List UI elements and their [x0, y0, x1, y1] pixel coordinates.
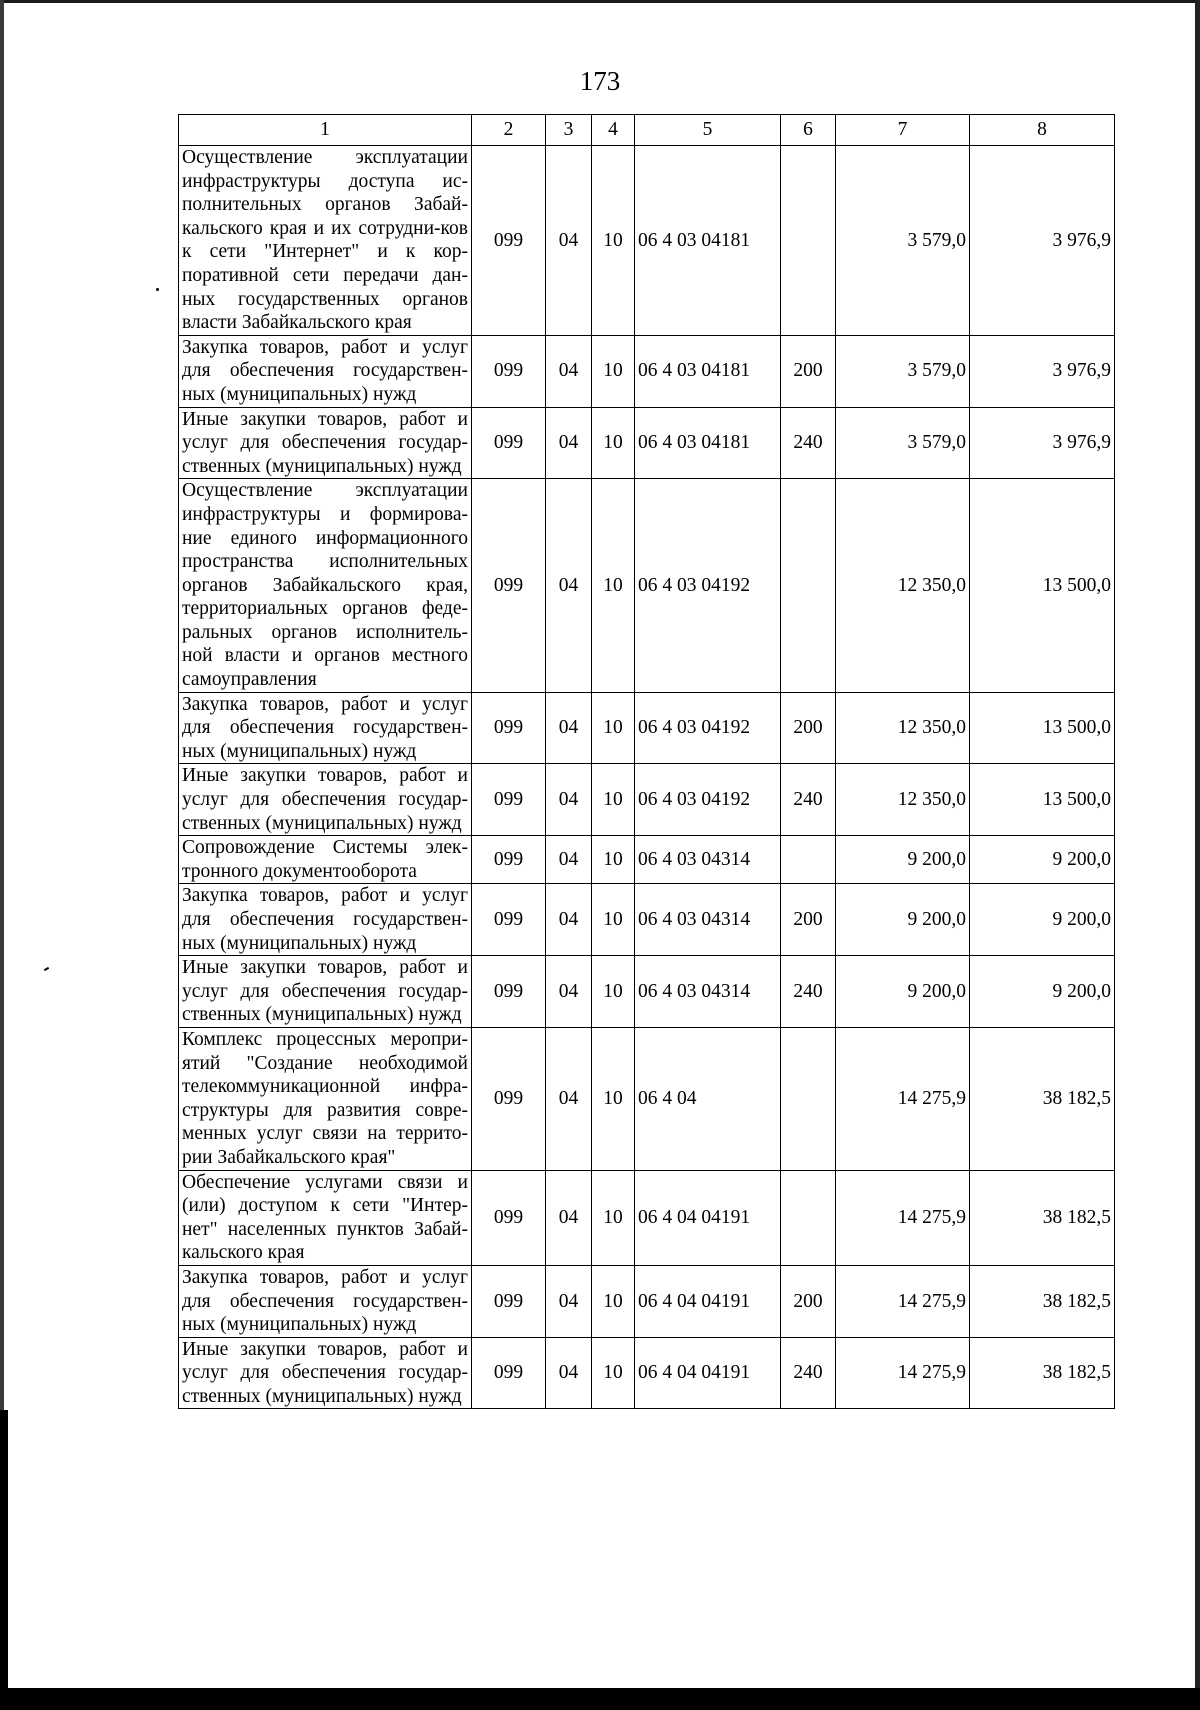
table-row [179, 146, 1115, 336]
target-article-cell: 06 4 04 [635, 1027, 781, 1170]
table-row [179, 836, 1115, 884]
subsection-code-cell: 10 [592, 1265, 635, 1337]
column-header: 8 [970, 115, 1115, 146]
target-article-cell: 06 4 03 04192 [635, 479, 781, 692]
page-number: 173 [579, 66, 621, 96]
table-row [179, 956, 1115, 1028]
target-article-cell: 06 4 03 04181 [635, 407, 781, 479]
target-article-cell: 06 4 03 04181 [635, 146, 781, 336]
item-name-cell: Комплекс процессных меропри-ятий "Создание необходимой телекоммуникационной инфра-структуры для развития совре-менных услуг связи на террито-рии Забайкальского края" [179, 1027, 472, 1170]
subsection-code-cell: 10 [592, 335, 635, 407]
expense-type-cell: 200 [781, 884, 836, 956]
section-code-cell: 04 [546, 1265, 592, 1337]
section-code-cell: 04 [546, 884, 592, 956]
expense-type-cell: 240 [781, 956, 836, 1028]
subsection-code-cell: 10 [592, 146, 635, 336]
table-row [179, 335, 1115, 407]
subsection-code-cell: 10 [592, 764, 635, 836]
expense-type-cell: 240 [781, 407, 836, 479]
subsection-code-cell: 10 [592, 956, 635, 1028]
table-row [179, 407, 1115, 479]
budget-table [178, 114, 1115, 1409]
expense-type-cell [781, 1027, 836, 1170]
amount-col8-cell: 38 182,5 [970, 1170, 1115, 1265]
amount-col7-cell: 3 579,0 [836, 335, 970, 407]
scan-edge-right [1195, 0, 1200, 1710]
admin-code-cell: 099 [472, 146, 546, 336]
item-name-cell: Закупка товаров, работ и услуг для обеспечения государствен-ных (муниципальных) нужд [179, 1265, 472, 1337]
amount-col8-cell: 13 500,0 [970, 692, 1115, 764]
scan-speck [44, 967, 49, 971]
table-row [179, 884, 1115, 956]
section-code-cell: 04 [546, 692, 592, 764]
expense-type-cell: 240 [781, 764, 836, 836]
expense-type-cell: 200 [781, 1265, 836, 1337]
column-header: 1 [179, 115, 472, 146]
item-name-cell: Сопровождение Системы элек-тронного документооборота [179, 836, 472, 884]
item-name-cell: Иные закупки товаров, работ и услуг для обеспечения государ-ственных (муниципальных) нужд [179, 956, 472, 1028]
table-row [179, 692, 1115, 764]
table-row [179, 1027, 1115, 1170]
column-header: 4 [592, 115, 635, 146]
subsection-code-cell: 10 [592, 884, 635, 956]
expense-type-cell: 200 [781, 692, 836, 764]
target-article-cell: 06 4 03 04192 [635, 764, 781, 836]
amount-col7-cell: 12 350,0 [836, 692, 970, 764]
section-code-cell: 04 [546, 836, 592, 884]
table-row [179, 764, 1115, 836]
section-code-cell: 04 [546, 407, 592, 479]
item-name-cell: Закупка товаров, работ и услуг для обеспечения государствен-ных (муниципальных) нужд [179, 692, 472, 764]
column-header: 6 [781, 115, 836, 146]
expense-type-cell: 240 [781, 1337, 836, 1409]
admin-code-cell: 099 [472, 836, 546, 884]
item-name-cell: Закупка товаров, работ и услуг для обеспечения государствен-ных (муниципальных) нужд [179, 335, 472, 407]
table-header-row [179, 115, 1115, 146]
admin-code-cell: 099 [472, 1265, 546, 1337]
target-article-cell: 06 4 04 04191 [635, 1265, 781, 1337]
column-header: 5 [635, 115, 781, 146]
target-article-cell: 06 4 03 04181 [635, 335, 781, 407]
amount-col8-cell: 38 182,5 [970, 1027, 1115, 1170]
subsection-code-cell: 10 [592, 407, 635, 479]
admin-code-cell: 099 [472, 764, 546, 836]
admin-code-cell: 099 [472, 692, 546, 764]
expense-type-cell [781, 146, 836, 336]
item-name-cell: Осуществление эксплуатации инфраструктуры и формирова-ние единого информационного пространства исполнительных органов Забайкальского края, территориальных органов феде-ральных органов исполнитель-ной власти и органов местного самоуправления [179, 479, 472, 692]
expense-type-cell [781, 836, 836, 884]
scan-edge-top [0, 0, 1200, 3]
admin-code-cell: 099 [472, 956, 546, 1028]
section-code-cell: 04 [546, 146, 592, 336]
amount-col7-cell: 14 275,9 [836, 1027, 970, 1170]
section-code-cell: 04 [546, 335, 592, 407]
item-name-cell: Иные закупки товаров, работ и услуг для обеспечения государ-ственных (муниципальных) нужд [179, 764, 472, 836]
admin-code-cell: 099 [472, 335, 546, 407]
amount-col8-cell: 38 182,5 [970, 1265, 1115, 1337]
subsection-code-cell: 10 [592, 1337, 635, 1409]
admin-code-cell: 099 [472, 884, 546, 956]
item-name-cell: Обеспечение услугами связи и (или) доступом к сети "Интер-нет" населенных пунктов Забай-кальского края [179, 1170, 472, 1265]
item-name-cell: Иные закупки товаров, работ и услуг для обеспечения государ-ственных (муниципальных) нужд [179, 1337, 472, 1409]
amount-col8-cell: 13 500,0 [970, 479, 1115, 692]
admin-code-cell: 099 [472, 1027, 546, 1170]
section-code-cell: 04 [546, 764, 592, 836]
target-article-cell: 06 4 03 04314 [635, 884, 781, 956]
amount-col7-cell: 3 579,0 [836, 407, 970, 479]
admin-code-cell: 099 [472, 407, 546, 479]
target-article-cell: 06 4 04 04191 [635, 1337, 781, 1409]
section-code-cell: 04 [546, 479, 592, 692]
subsection-code-cell: 10 [592, 1170, 635, 1265]
expense-type-cell [781, 1170, 836, 1265]
table-row [179, 479, 1115, 692]
table-row [179, 1337, 1115, 1409]
amount-col7-cell: 9 200,0 [836, 884, 970, 956]
section-code-cell: 04 [546, 1170, 592, 1265]
amount-col8-cell: 3 976,9 [970, 146, 1115, 336]
amount-col7-cell: 14 275,9 [836, 1337, 970, 1409]
column-header: 3 [546, 115, 592, 146]
admin-code-cell: 099 [472, 479, 546, 692]
amount-col7-cell: 14 275,9 [836, 1265, 970, 1337]
item-name-cell: Иные закупки товаров, работ и услуг для обеспечения государ-ственных (муниципальных) нужд [179, 407, 472, 479]
subsection-code-cell: 10 [592, 692, 635, 764]
column-header: 2 [472, 115, 546, 146]
amount-col8-cell: 38 182,5 [970, 1337, 1115, 1409]
scan-speck [156, 288, 159, 291]
target-article-cell: 06 4 03 04314 [635, 956, 781, 1028]
section-code-cell: 04 [546, 1027, 592, 1170]
subsection-code-cell: 10 [592, 1027, 635, 1170]
subsection-code-cell: 10 [592, 836, 635, 884]
amount-col7-cell: 12 350,0 [836, 764, 970, 836]
section-code-cell: 04 [546, 956, 592, 1028]
amount-col7-cell: 12 350,0 [836, 479, 970, 692]
amount-col7-cell: 9 200,0 [836, 956, 970, 1028]
amount-col8-cell: 3 976,9 [970, 335, 1115, 407]
column-header: 7 [836, 115, 970, 146]
item-name-cell: Закупка товаров, работ и услуг для обеспечения государствен-ных (муниципальных) нужд [179, 884, 472, 956]
scan-edge-left-bar [0, 1410, 8, 1690]
table-row [179, 1265, 1115, 1337]
target-article-cell: 06 4 03 04314 [635, 836, 781, 884]
expense-type-cell [781, 479, 836, 692]
amount-col8-cell: 3 976,9 [970, 407, 1115, 479]
table-row [179, 1170, 1115, 1265]
expense-type-cell: 200 [781, 335, 836, 407]
amount-col7-cell: 3 579,0 [836, 146, 970, 336]
amount-col7-cell: 9 200,0 [836, 836, 970, 884]
amount-col8-cell: 9 200,0 [970, 836, 1115, 884]
target-article-cell: 06 4 04 04191 [635, 1170, 781, 1265]
amount-col7-cell: 14 275,9 [836, 1170, 970, 1265]
target-article-cell: 06 4 03 04192 [635, 692, 781, 764]
subsection-code-cell: 10 [592, 479, 635, 692]
admin-code-cell: 099 [472, 1337, 546, 1409]
scan-edge-bottom [0, 1688, 1200, 1710]
amount-col8-cell: 9 200,0 [970, 884, 1115, 956]
admin-code-cell: 099 [472, 1170, 546, 1265]
section-code-cell: 04 [546, 1337, 592, 1409]
amount-col8-cell: 13 500,0 [970, 764, 1115, 836]
item-name-cell: Осуществление эксплуатации инфраструктуры доступа ис-полнительных органов Забай-кальского края и их сотрудни-ков к сети "Интернет" и к кор-поративной сети передачи дан-ных государственных органов власти Забайкальского края [179, 146, 472, 336]
amount-col8-cell: 9 200,0 [970, 956, 1115, 1028]
